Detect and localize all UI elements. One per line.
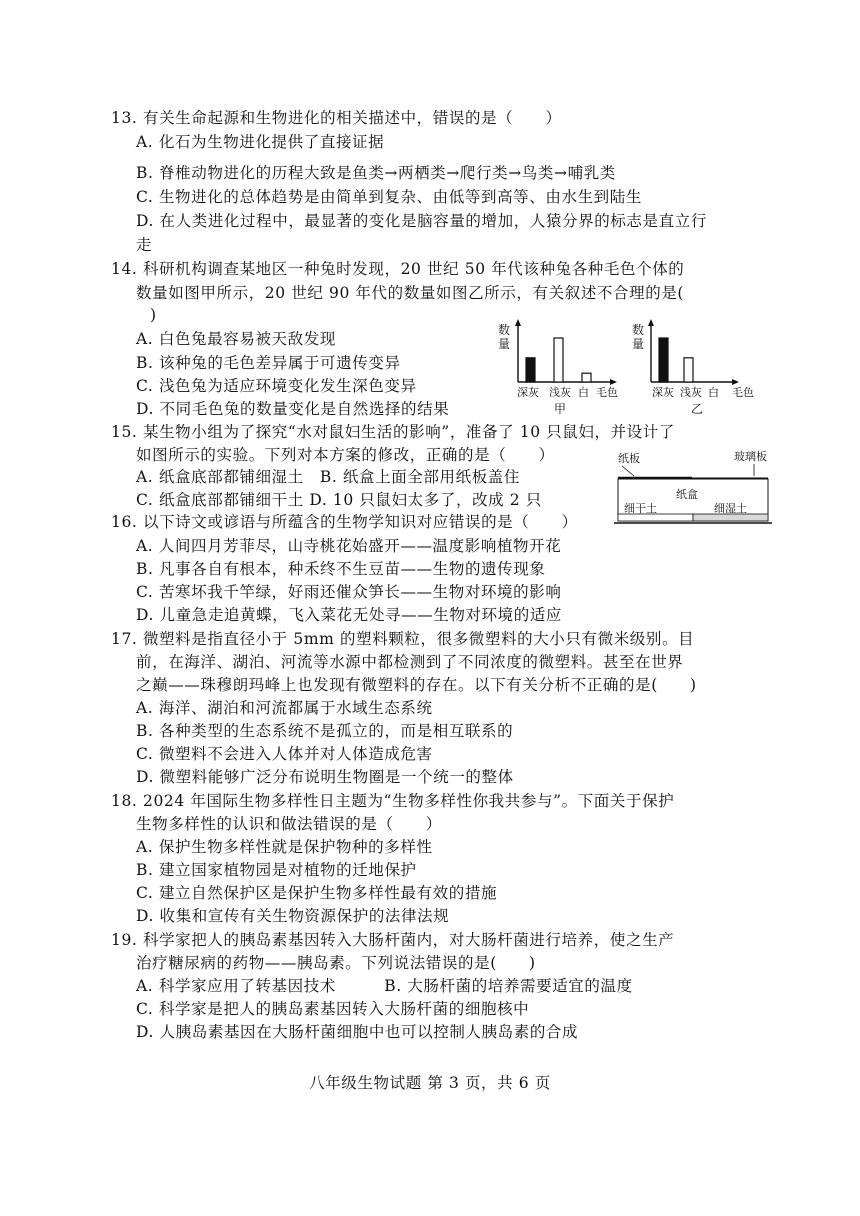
yi-caption: 乙	[691, 402, 704, 416]
q18-option-c: C. 建立自然保护区是保护生物多样性最有效的措施	[136, 884, 498, 902]
q14-option-d: D. 不同毛色兔的数量变化是自然选择的结果	[136, 400, 450, 418]
q13-option-a: A. 化石为生物进化提供了直接证据	[136, 133, 385, 151]
yi-bar-dark-gray	[659, 338, 668, 382]
q15-stem-line1: 15. 某生物小组为了探究“水对鼠妇生活的影响”，准备了 10 只鼠妇，并设计了	[111, 423, 676, 441]
q15-options-c-d: C. 纸盒底部都铺细干土 D. 10 只鼠妇太多了，改成 2 只	[136, 491, 542, 509]
q18-stem-line1: 18. 2024 年国际生物多样性日主题为“生物多样性你我共参与”。下面关于保护	[111, 792, 675, 810]
q17-stem-line1: 17. 微塑料是指直径小于 5mm 的塑料颗粒，很多微塑料的大小只有微米级别。目	[111, 630, 695, 648]
paper-board-label: 纸板	[618, 452, 640, 465]
q15-options-a-b: A. 纸盒底部都铺细湿土 B. 纸盒上面全部用纸板盖住	[136, 468, 520, 486]
q16-option-a: A. 人间四月芳菲尽，山寺桃花始盛开——温度影响植物开花	[136, 537, 562, 555]
jia-category-white: 白	[578, 386, 589, 399]
q19-option-d: D. 人胰岛素基因在大肠杆菌细胞中也可以控制人胰岛素的合成	[136, 1023, 579, 1041]
dry-soil-label: 细干土	[624, 502, 657, 515]
yi-y-label-1: 数	[632, 323, 645, 337]
q14-option-a: A. 白色兔最容易被天敌发现	[136, 330, 336, 348]
q17-option-a: A. 海洋、湖泊和河流都属于水域生态系统	[136, 699, 433, 717]
rabbit-fur-figure	[496, 318, 776, 418]
q14-stem-line2: 数量如图甲所示，20 世纪 90 年代的数量如图乙所示，有关叙述不合理的是(	[136, 284, 685, 302]
q16-stem: 16. 以下诗文或谚语与所蕴含的生物学知识对应错误的是（ ）	[111, 513, 578, 531]
jia-y-label-1: 数	[498, 323, 511, 337]
q14-option-b: B. 该种兔的毛色差异属于可遗传变异	[136, 354, 401, 372]
jia-caption: 甲	[554, 402, 567, 416]
q18-stem-line2: 生物多样性的认识和做法错误的是（ ）	[136, 815, 442, 833]
yi-bar-light-gray	[684, 358, 693, 382]
q17-option-d: D. 微塑料能够广泛分布说明生物圈是一个统一的整体	[136, 768, 514, 786]
yi-category-white: 白	[708, 386, 719, 399]
q17-option-b: B. 各种类型的生态系统不是孤立的，而是相互联系的	[136, 722, 514, 740]
q13-option-d-continued: 走	[136, 236, 153, 254]
woodlouse-box-figure	[604, 448, 780, 528]
q19-stem-line1: 19. 科学家把人的胰岛素基因转入大肠杆菌内，对大肠杆菌进行培养，使之生产	[111, 931, 675, 949]
panel-yi	[632, 319, 754, 416]
yi-x-axis-label: 毛色	[732, 386, 754, 399]
q14-stem-line1: 14. 科研机构调查某地区一种兔时发现，20 世纪 50 年代该种兔各种毛色个体的	[111, 260, 685, 278]
q13-stem: 13. 有关生命起源和生物进化的相关描述中，错误的是（ ）	[111, 109, 562, 127]
q17-option-c: C. 微塑料不会进入人体并对人体造成危害	[136, 745, 433, 763]
q19-stem-line2: 治疗糖尿病的药物——胰岛素。下列说法错误的是( )	[136, 954, 536, 972]
q17-stem-line3: 之巅——珠穆朗玛峰上也发现有微塑料的存在。以下有关分析不正确的是( )	[136, 676, 697, 694]
jia-bar-light-gray	[554, 338, 563, 382]
q19-options-a-b: A. 科学家应用了转基因技术 B. 大肠杆菌的培养需要适宜的温度	[136, 977, 633, 995]
jia-bar-dark-gray	[526, 358, 535, 382]
wet-soil-label: 细湿土	[714, 502, 747, 515]
q17-stem-line2: 前，在海洋、湖泊、河流等水源中都检测到了不同浓度的微塑料。甚至在世界	[136, 653, 684, 671]
yi-y-label-2: 量	[632, 337, 645, 351]
q16-option-d: D. 儿童急走追黄蝶，飞入菜花无处寻——生物对环境的适应	[136, 606, 563, 624]
q13-option-d: D. 在人类进化过程中，最显著的变化是脑容量的增加，人猿分界的标志是直立行	[136, 212, 707, 230]
wet-soil-layer	[693, 514, 768, 521]
q13-option-b: B. 脊椎动物进化的历程大致是鱼类→两栖类→爬行类→鸟类→哺乳类	[136, 164, 616, 182]
q19-option-c: C. 科学家是把人的胰岛素基因转入大肠杆菌的细胞核中	[136, 1000, 530, 1018]
paper-box-label: 纸盒	[676, 488, 698, 501]
q18-option-b: B. 建立国家植物园是对植物的迁地保护	[136, 861, 417, 879]
q13-option-c: C. 生物进化的总体趋势是由简单到复杂、由低等到高等、由水生到陆生	[136, 188, 642, 206]
jia-x-axis-label: 毛色	[596, 386, 618, 399]
dry-soil-layer	[618, 514, 693, 521]
q16-option-c: C. 苦寒坏我千竿绿，好雨还催众笋长——生物对环境的影响	[136, 583, 562, 601]
q14-option-c: C. 浅色兔为适应环境变化发生深色变异	[136, 377, 417, 395]
q14-stem-line3: )	[150, 306, 157, 324]
jia-bar-white	[582, 373, 591, 382]
q18-option-a: A. 保护生物多样性就是保护物种的多样性	[136, 838, 433, 856]
glass-board-label: 玻璃板	[734, 450, 767, 463]
q18-option-d: D. 收集和宣传有关生物资源保护的法律法规	[136, 907, 450, 925]
q15-stem-line2: 如图所示的实验。下列对本方案的修改，正确的是（ ）	[136, 446, 555, 464]
yi-category-light-gray: 浅灰	[680, 386, 702, 399]
q16-option-b: B. 凡事各自有根本，种禾终不生豆苗——生物的遗传现象	[136, 560, 546, 578]
page-footer: 八年级生物试题 第 3 页，共 6 页	[309, 1074, 551, 1092]
yi-category-dark-gray: 深灰	[652, 386, 674, 399]
jia-y-label-2: 量	[498, 337, 511, 351]
jia-category-light-gray: 浅灰	[549, 386, 571, 399]
jia-category-dark-gray: 深灰	[517, 386, 539, 399]
panel-jia	[498, 319, 618, 416]
